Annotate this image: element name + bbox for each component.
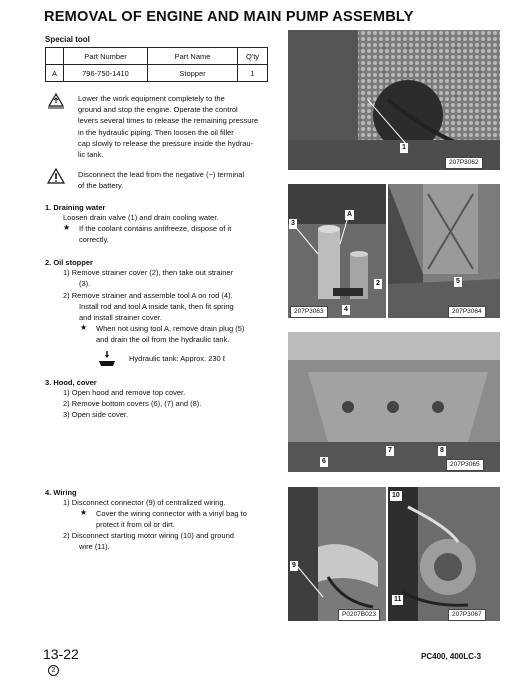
step-4-sub-2	[63, 530, 278, 552]
photo-radiator	[288, 30, 500, 170]
photo-id: P0207B023	[338, 609, 380, 621]
table-cell: 1	[238, 65, 268, 82]
warning-line: in the hydraulic piping. Then loosen the oil filler	[78, 127, 234, 137]
note-line: and drain the oil from the hydraulic tank.	[96, 335, 230, 345]
step-1-text: Loosen drain valve (1) and drain cooling water.	[63, 213, 219, 222]
step-2-sub-2	[63, 290, 278, 324]
callout-label: 1	[402, 144, 406, 151]
table-cell: 796-750-1410	[64, 65, 148, 82]
table-cell: A	[46, 65, 64, 82]
sub-line: and install strainer cover.	[79, 313, 162, 323]
photo-bottom-covers	[288, 332, 500, 472]
callout-label: 5	[456, 278, 460, 285]
note-star: ★	[80, 508, 88, 517]
col-header: Part Name	[148, 48, 238, 65]
list-item: 2) Remove bottom covers (6), (7) and (8).	[63, 399, 202, 409]
step-1-heading: 1. Draining water	[45, 203, 106, 212]
table-header-row	[46, 48, 268, 65]
callout-label: 2	[376, 280, 380, 287]
note-line: Cover the wiring connector with a vinyl bag to	[96, 509, 247, 518]
callout-label: 6	[322, 458, 326, 465]
step-4-note	[96, 508, 281, 530]
photo-strainer	[288, 184, 386, 318]
step-2-note	[96, 323, 281, 345]
note-line: When not using tool A, remove drain plug (5)	[96, 324, 245, 333]
note-line: protect it from oil or dirt.	[96, 520, 175, 530]
photo-starting-motor	[388, 487, 500, 621]
step-2-sub-1	[63, 267, 278, 289]
sub-line: 1) Remove strainer cover (2), then take out strainer	[63, 268, 234, 277]
col-header	[46, 48, 64, 65]
sub-line: Install rod and tool A inside tank, then fit spring	[79, 302, 234, 312]
list-item: 3) Open side cover.	[63, 410, 129, 420]
table-cell: Stopper	[148, 65, 238, 82]
table-row	[46, 65, 268, 82]
sub-line: wire (11).	[79, 542, 110, 552]
revision-mark: 2	[48, 665, 59, 676]
callout-label: 7	[388, 447, 392, 454]
note-line: correctly.	[79, 235, 109, 245]
photo-id: 207P3064	[448, 306, 486, 318]
oil-drain-icon	[97, 350, 117, 368]
warning-line: lic tank.	[78, 150, 104, 160]
callout-label: 11	[394, 596, 402, 603]
special-tool-table	[45, 47, 268, 82]
photo-id: 207P3063	[290, 306, 328, 318]
note-star: ★	[63, 223, 71, 232]
callout-label: 3	[291, 220, 295, 227]
step-2-heading: 2. Oil stopper	[45, 258, 93, 267]
warning-text-2	[78, 169, 278, 191]
callout-label: 10	[392, 492, 400, 499]
sub-line: 2) Disconnect starting motor wiring (10) and ground	[63, 531, 234, 540]
step-3-list	[63, 387, 278, 421]
note-line: If the coolant contains antifreeze, dispose of it	[79, 224, 232, 233]
hydraulic-capacity: Hydraulic tank: Approx. 230 ℓ	[129, 354, 226, 363]
photo-id: 207P3067	[448, 609, 486, 621]
photo-id: 207P3062	[445, 157, 483, 169]
step-1-note	[79, 223, 279, 245]
caution-warning-icon	[47, 168, 65, 184]
callout-label: A	[347, 211, 353, 218]
warning-line: levers several times to release the remaining pressure	[78, 116, 259, 126]
model-name: PC400, 400LC-3	[421, 652, 482, 661]
pressure-warning-icon	[47, 93, 65, 109]
list-item: 1) Open hood and remove top cover.	[63, 388, 186, 397]
photo-id: 207P3065	[446, 459, 484, 471]
photo-connector	[288, 487, 386, 621]
step-3-heading: 3. Hood, cover	[45, 378, 97, 387]
warning-text-1	[78, 93, 278, 160]
special-tool-heading: Special tool	[45, 35, 90, 44]
page-title: REMOVAL OF ENGINE AND MAIN PUMP ASSEMBLY	[44, 9, 414, 25]
warning-line: cap slowly to release the pressure inside the hydrau-	[78, 138, 254, 148]
callout-label: 4	[344, 306, 348, 313]
col-header: Part Number	[64, 48, 148, 65]
note-star: ★	[80, 323, 88, 332]
callout-label: 8	[440, 447, 444, 454]
callout-label: 9	[292, 562, 296, 569]
photo-drain-plug	[388, 184, 500, 318]
page-number: 13-22	[43, 646, 79, 662]
warning-line: of the battery.	[78, 181, 124, 191]
step-4-heading: 4. Wiring	[45, 488, 77, 497]
warning-line: Disconnect the lead from the negative (−) terminal	[78, 170, 245, 179]
sub-line: (3).	[79, 279, 91, 289]
step-4-sub-1: 1) Disconnect connector (9) of centralized wiring.	[63, 498, 226, 507]
warning-line: ground and stop the engine. Operate the control	[78, 105, 238, 115]
col-header: Q'ty	[238, 48, 268, 65]
sub-line: 2) Remove strainer and assemble tool A on rod (4).	[63, 291, 233, 300]
warning-line: Lower the work equipment completely to the	[78, 94, 225, 103]
